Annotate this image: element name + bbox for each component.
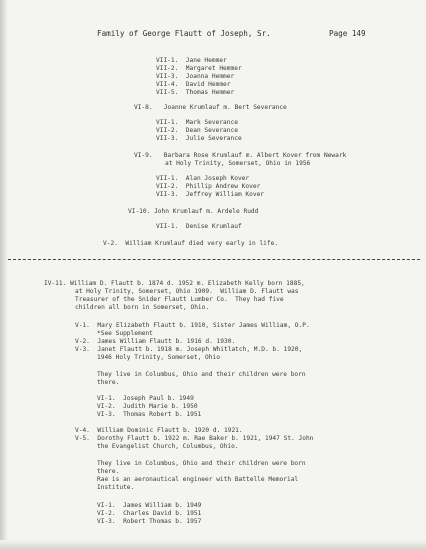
text-line: Treasurer of the Snider Flautt Lumber Co. They had five [75, 296, 284, 303]
page-number: Page 149 [329, 29, 366, 38]
text-line: VII-2. Margaret Hemmer [156, 65, 242, 72]
text-line: IV-11. William D. Flautt b. 1874 d. 1952 m. Elizabeth Kelly born 1885, [44, 280, 305, 287]
text-line: VI-3. Robert Thomas b. 1957 [97, 518, 202, 525]
text-line: VII-1. Alan Joseph Kover [156, 175, 250, 182]
text-line: there. [97, 379, 120, 386]
section-divider [8, 259, 420, 260]
text-line: VI-8. Joanne Krumlauf m. Bert Severance [134, 104, 287, 111]
page-edge-shadow [0, 0, 8, 550]
text-line: VII-5. Thomas Hemmer [156, 89, 235, 96]
text-line: VI-2. Charles David b. 1951 [97, 510, 202, 517]
text-line: children all born in Somerset, Ohio. [75, 304, 210, 311]
text-line: VII-3. Jeffrey William Kover [156, 191, 265, 198]
text-line: VII-3. Joanna Hemmer [156, 73, 235, 80]
text-line: They live in Columbus, Ohio and their children were born [97, 460, 306, 467]
text-line: VII-2. Dean Severance [156, 127, 238, 134]
page-header-title: Family of George Flautt of Joseph, Sr. [97, 29, 271, 38]
text-line: V-1. Mary Elizabeth Flautt b. 1910, Sister James William, O.P. [75, 322, 310, 329]
text-line: V-2. William Krumlauf died very early in life. [103, 240, 279, 247]
page-bottom-shadow [0, 540, 426, 550]
text-line: *See Supplement [97, 330, 153, 337]
text-line: V-2. James William Flautt b. 1916 d. 1930. [75, 338, 236, 345]
text-line: V-4. William Dominic Flautt b. 1920 d. 1921. [75, 427, 243, 434]
text-line: VII-1. Mark Severance [156, 119, 238, 126]
text-line: VII-1. Jane Hemmer [156, 57, 227, 64]
text-line: VII-3. Julie Severance [156, 135, 242, 142]
text-line: VI-10. John Krumlauf m. Ardele Rudd [128, 208, 259, 215]
text-line: Institute. [97, 484, 135, 491]
text-line: 1946 Holy Trinity, Somerset, Ohio [97, 354, 220, 361]
text-line: VII-4. David Hemmer [156, 81, 231, 88]
text-line: at Holy Trinity, Somerset, Ohio 1909. William D. Flautt was [75, 288, 299, 295]
text-line: there. [97, 468, 120, 475]
text-line: at Holy Trinity, Somerset, Ohio in 1956 [165, 160, 311, 167]
text-line: VII-2. Phillip Andrew Kover [156, 183, 261, 190]
text-line: VI-9. Barbara Rose Krumlauf m. Albert Kover from Newark [134, 152, 347, 159]
text-line: the Evangelist Church, Columbus, Ohio. [97, 443, 239, 450]
text-line: VII-1. Denise Krumlauf [156, 223, 242, 230]
text-line: VI-3. Thomas Robert b. 1951 [97, 411, 202, 418]
text-line: V-3. Janet Flautt b. 1918 m. Joseph Whitlatch, M.D. b. 1920, [75, 346, 303, 353]
text-line: They live in Columbus, Ohio and their children were born [97, 371, 306, 378]
text-line: V-5. Dorothy Flautt b. 1922 m. Rae Baker b. 1921, 1947 St. John [75, 435, 314, 442]
text-line: VI-1. James William b. 1949 [97, 502, 202, 509]
text-line: VI-2. Judith Marie b. 1950 [97, 403, 198, 410]
text-line: Rae is an aeronautical engineer with Battelle Memorial [97, 476, 299, 483]
text-line: VI-1. Joseph Paul b. 1949 [97, 395, 194, 402]
